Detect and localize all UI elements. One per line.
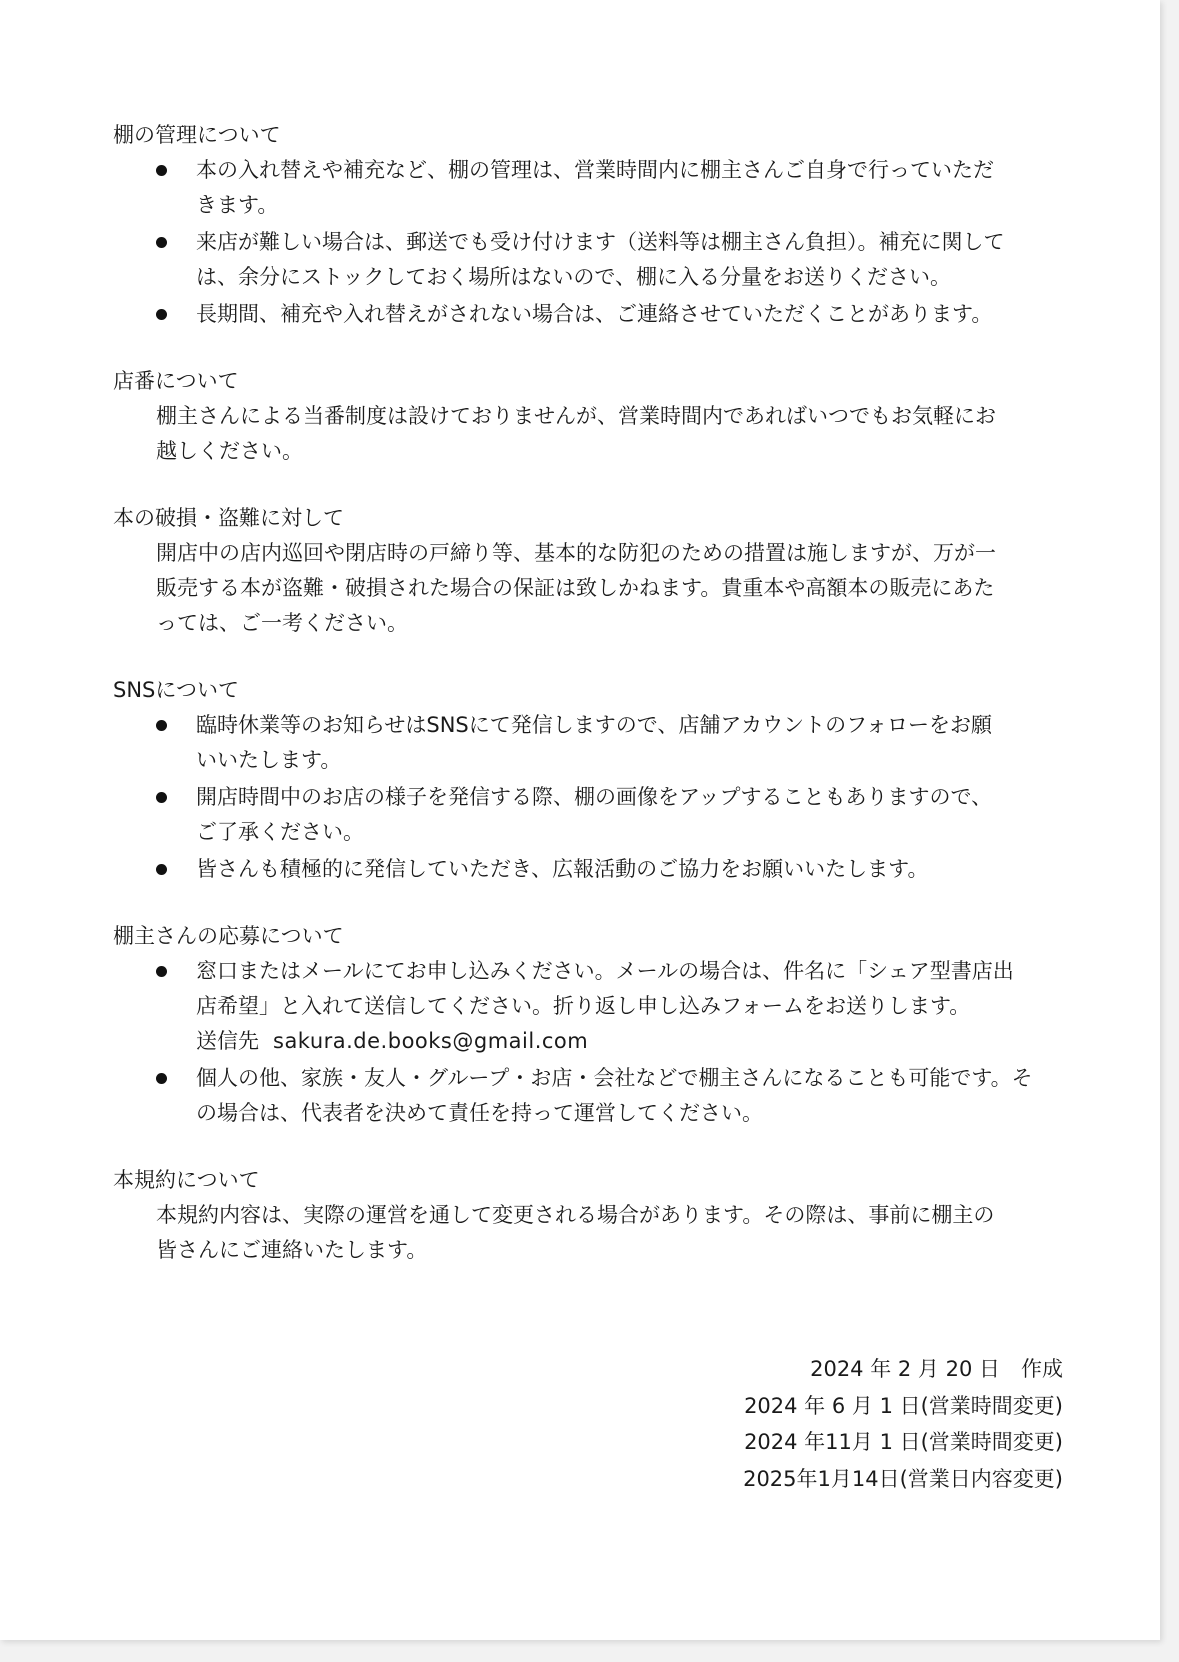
section-title: 本規約について [113,1168,260,1192]
email-label: 送信先 [196,1029,259,1053]
revision-date: 2024 年 6 月 1 日(営業時間変更) [744,1393,1063,1418]
document-body [113,118,1063,1300]
bullet-icon [156,966,167,977]
section-paragraph: 棚主さんによる当番制度は設けておりませんが、営業時間内であればいつでもお気軽にお 越しください。 [156,404,996,463]
bullet-list [113,153,1063,332]
section-damage-theft [113,501,1063,641]
revision-date: 2024 年11月 1 日(営業時間変更) [744,1430,1063,1454]
list-item: 個人の他、家族・友人・グループ・お店・会社などで棚主さんになることも可能です。そ の場合は、代表者を決めて責任を持って運営してください。 [156,1061,1063,1131]
list-item: 開店時間中のお店の様子を発信する際、棚の画像をアップすることもありますので、 ご了承ください。 [156,780,1063,850]
bullet-icon [156,237,167,248]
list-item: 来店が難しい場合は、郵送でも受け付けます（送料等は棚主さん負担）。補充に関して は、余分にストックしておく場所はないので、棚に入る分量をお送りください。 [156,225,1063,295]
bullet-icon [156,309,167,320]
section-title: 本の破損・盗難に対して [113,506,344,530]
section-paragraph: 本規約内容は、実際の運営を通して変更される場合があります。その際は、事前に棚主の 皆さんにご連絡いたします。 [156,1203,995,1262]
section-application [113,919,1063,1131]
list-item: 本の入れ替えや補充など、棚の管理は、営業時間内に棚主さんご自身で行っていただ きます。 [156,153,1063,223]
bullet-icon [156,720,167,731]
section-paragraph: 開店中の店内巡回や閉店時の戸締り等、基本的な防犯のための措置は施しますが、万が一 販売する本が盗難・破損された場合の保証は致しかねます。貴重本や高額本の販売にあた っては、ご一考ください。 [156,541,996,635]
bullet-list [113,708,1063,887]
section-title: 棚の管理について [113,123,281,147]
bullet-icon [156,792,167,803]
section-title: 棚主さんの応募について [113,924,344,948]
list-item: 長期間、補充や入れ替えがされない場合は、ご連絡させていただくことがあります。 [156,297,1063,332]
section-shelf-management [113,118,1063,332]
bullet-icon [156,864,167,875]
list-item: 窓口またはメールにてお申し込みください。メールの場合は、件名に「シェア型書店出 店希望」と入れて送信してください。折り返し申し込みフォームをお送りします。 送信先 sakura.de.books@gmail.com [156,954,1063,1059]
email-line [196,1024,1063,1059]
bullet-icon [156,1073,167,1084]
section-title: 店番について [113,369,239,393]
email-address: sakura.de.books@gmail.com [273,1029,589,1053]
section-store-duty [113,364,1063,469]
revision-dates [600,1351,1063,1497]
created-date: 2024 年 2 月 20 日 作成 [810,1357,1063,1381]
bullet-list [113,954,1063,1131]
bullet-icon [156,165,167,176]
section-terms [113,1163,1063,1268]
section-sns [113,673,1063,887]
list-item: 皆さんも積極的に発信していただき、広報活動のご協力をお願いいたします。 [156,852,1063,887]
list-item: 臨時休業等のお知らせはSNSにて発信しますので、店舗アカウントのフォローをお願 いいたします。 [156,708,1063,778]
section-title: SNSについて [113,678,239,702]
revision-date: 2025年1月14日(営業日内容変更) [743,1466,1063,1491]
